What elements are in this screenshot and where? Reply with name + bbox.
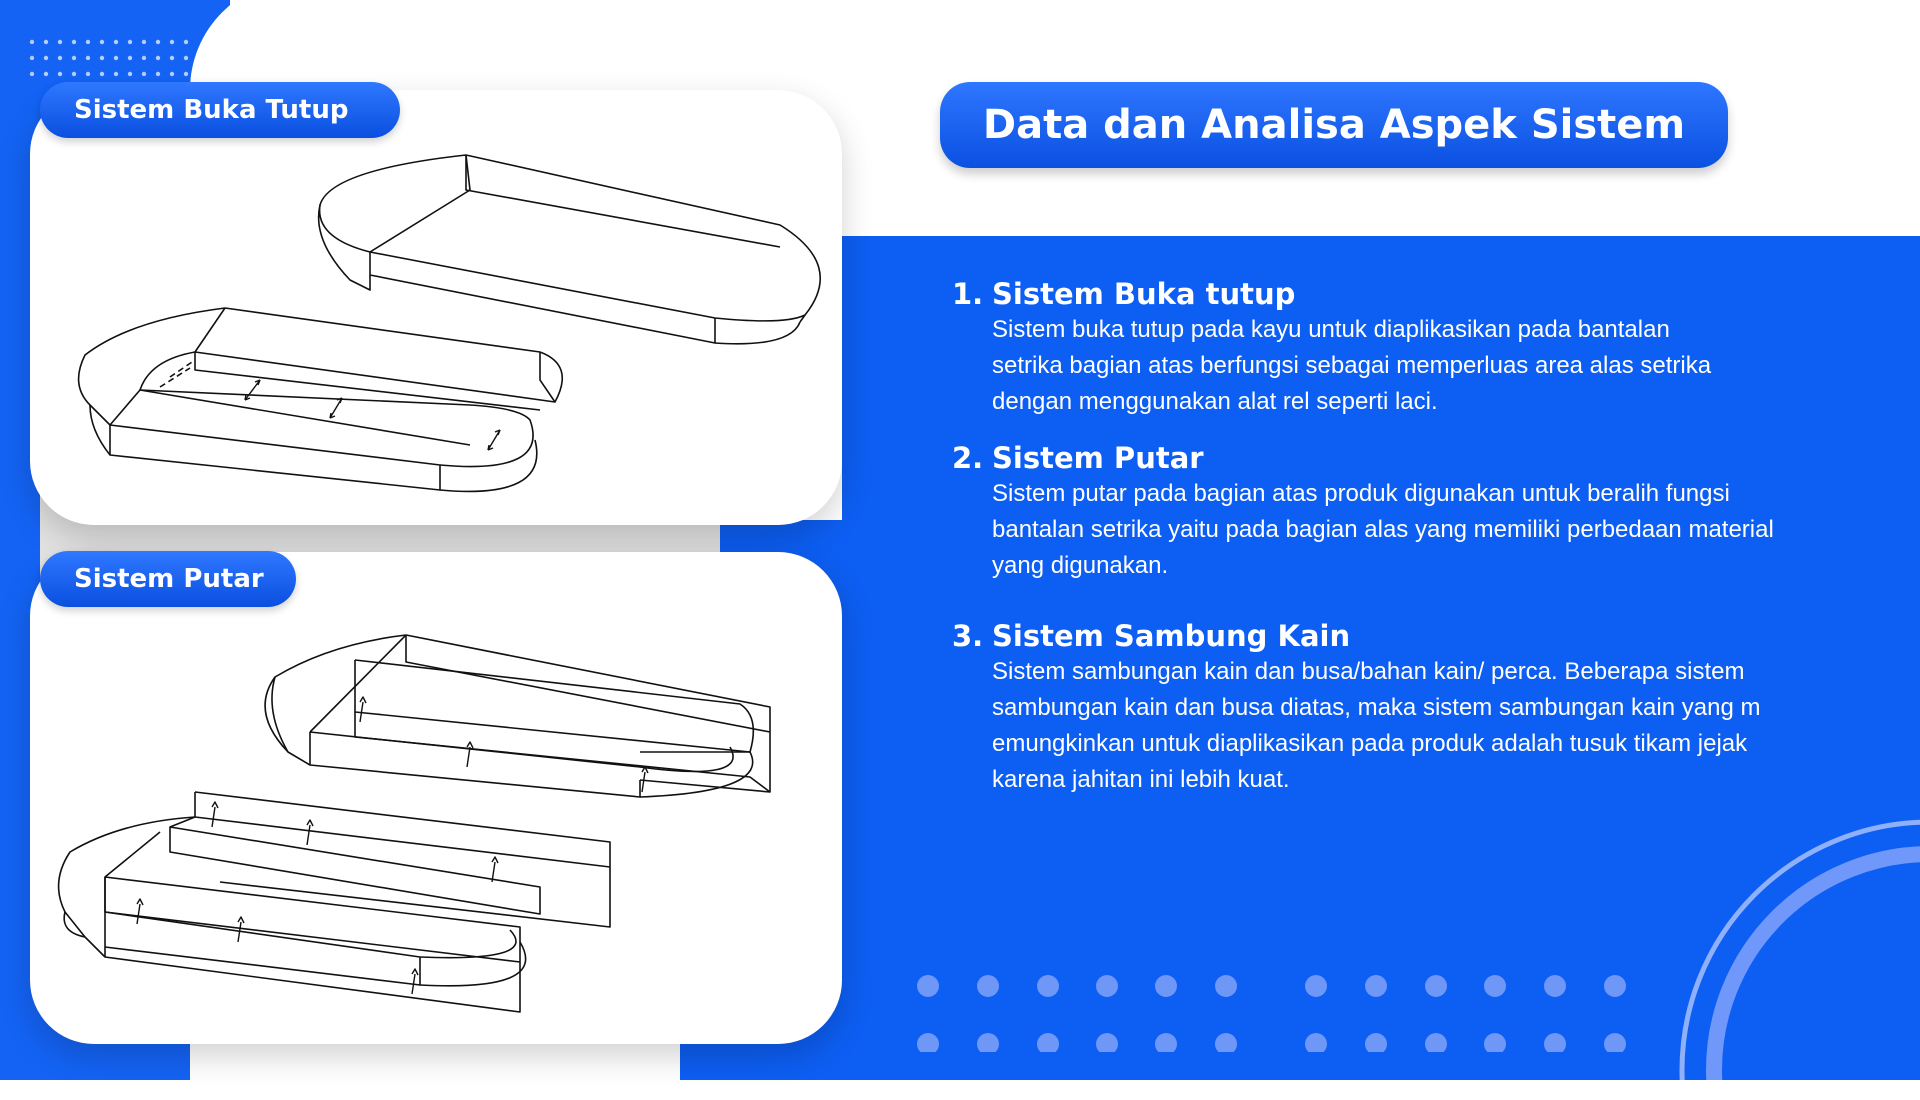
item-description-line: Sistem buka tutup pada kayu untuk diaplikasikan pada bantalan bbox=[992, 316, 1670, 343]
item-title: Sistem Sambung Kain bbox=[992, 619, 1351, 653]
item-description bbox=[992, 312, 1852, 420]
item-number: 3. bbox=[952, 619, 984, 653]
item-description-line: Sistem sambungan kain dan busa/bahan kain/ perca. Beberapa sistem bbox=[992, 658, 1745, 685]
drawing-card-putar bbox=[30, 552, 842, 1044]
decorative-rings bbox=[1660, 740, 1920, 1080]
item-description-line: bantalan setrika yaitu pada bagian alas yang memiliki perbedaan material bbox=[992, 516, 1774, 543]
label-sistem-buka-tutup: Sistem Buka Tutup bbox=[40, 82, 400, 138]
item-description-line: Sistem putar pada bagian atas produk digunakan untuk beralih fungsi bbox=[992, 480, 1730, 507]
item-description-line: karena jahitan ini lebih kuat. bbox=[992, 766, 1290, 793]
item-description-line: sambungan kain dan busa diatas, maka sistem sambungan kain yang m bbox=[992, 694, 1761, 721]
putar-drawing bbox=[30, 552, 842, 1044]
buka-tutup-drawing bbox=[30, 90, 842, 525]
item-description-line: yang digunakan. bbox=[992, 552, 1169, 579]
item-description-line: emungkinkan untuk diaplikasikan pada produk adalah tusuk tikam jejak bbox=[992, 730, 1748, 757]
item-title: Sistem Putar bbox=[992, 441, 1204, 475]
item-description-line: dengan menggunakan alat rel seperti laci. bbox=[992, 388, 1438, 415]
item-number: 2. bbox=[952, 441, 984, 475]
dot-pattern-bottom bbox=[914, 972, 1634, 1052]
item-title: Sistem Buka tutup bbox=[992, 277, 1296, 311]
item-description-line: setrika bagian atas berfungsi sebagai memperluas area alas setrika bbox=[992, 352, 1712, 379]
item-number: 1. bbox=[952, 277, 984, 311]
page-title: Data dan Analisa Aspek Sistem bbox=[940, 82, 1728, 168]
item-description bbox=[992, 476, 1852, 584]
drawing-card-buka-tutup bbox=[30, 90, 842, 525]
dot-pattern-top bbox=[28, 38, 198, 80]
label-sistem-putar: Sistem Putar bbox=[40, 551, 296, 607]
